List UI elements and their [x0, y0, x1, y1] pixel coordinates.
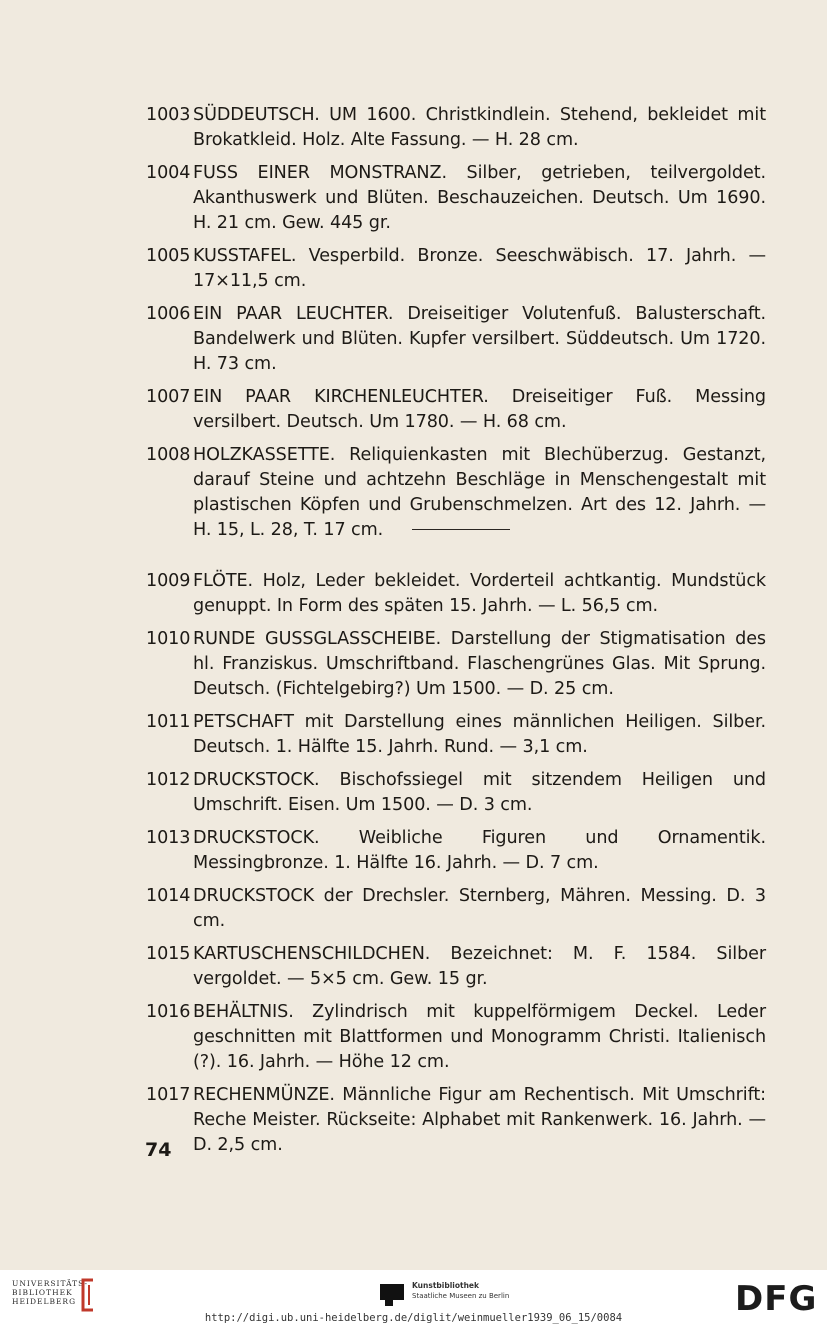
- entry-text: DRUCKSTOCK der Drechsler. Sternberg, Mähren. Messing. D. 3 cm.: [193, 886, 766, 931]
- catalog-entry: [146, 768, 766, 818]
- entry-text: KARTUSCHENSCHILDCHEN. Bezeichnet: M. F. 1584. Silber vergoldet. — 5×5 cm. Gew. 15 gr.: [193, 944, 766, 989]
- university-line-2: BIBLIOTHEK: [12, 1288, 73, 1297]
- entry-number: 1004: [146, 163, 191, 183]
- entry-number: 1011: [146, 712, 191, 732]
- catalog-entry: [146, 627, 766, 702]
- university-library-name: [12, 1279, 88, 1306]
- section-divider: [412, 529, 510, 530]
- catalog-entry: [146, 161, 766, 236]
- entry-text: DRUCKSTOCK. Bischofssiegel mit sitzendem Heiligen und Umschrift. Eisen. Um 1500. — D. 3 cm.: [193, 770, 766, 815]
- entry-number: 1012: [146, 770, 191, 790]
- entry-number: 1006: [146, 304, 191, 324]
- dfg-logo: DFG: [735, 1279, 818, 1319]
- catalog-entry: [146, 826, 766, 876]
- entry-number: 1013: [146, 828, 191, 848]
- page-number: 74: [145, 1139, 172, 1161]
- entry-text: PETSCHAFT mit Darstellung eines männlichen Heiligen. Silber. Deutsch. 1. Hälfte 15. Jahrh. Rund. — 3,1 cm.: [193, 712, 766, 757]
- entry-number: 1009: [146, 571, 191, 591]
- entry-number: 1007: [146, 387, 191, 407]
- kunstbibliothek-logo-icon: [380, 1284, 404, 1306]
- entry-text: FUSS EINER MONSTRANZ. Silber, getrieben, teilvergoldet. Akanthuswerk und Blüten. Beschauzeichen. Deutsch. Um 1690. H. 21 cm. Gew. 445 gr.: [193, 163, 766, 233]
- kunstbibliothek-subtitle: Staatliche Museen zu Berlin: [412, 1292, 510, 1300]
- catalog-entry: [146, 443, 766, 543]
- entry-text: RECHENMÜNZE. Männliche Figur am Rechentisch. Mit Umschrift: Reche Meister. Rückseite: Alphabet mit Rankenwerk. 16. Jahrh. — D. 2,5 cm.: [193, 1085, 766, 1155]
- entry-text: BEHÄLTNIS. Zylindrisch mit kuppelförmigem Deckel. Leder geschnitten mit Blattformen und Monogramm Christi. Italienisch (?). 16. Jahrh. — Höhe 12 cm.: [193, 1002, 766, 1072]
- catalog-entry: [146, 942, 766, 992]
- entry-text: HOLZKASSETTE. Reliquienkasten mit Blechüberzug. Gestanzt, darauf Steine und achtzehn Beschläge in Menschengestalt mit plastischen Köpfen und Grubenschmelzen. Art des 12. Jahrh. — H. 15, L. 28, T. 17 cm.: [193, 445, 766, 540]
- entry-text: KUSSTAFEL. Vesperbild. Bronze. Seeschwäbisch. 17. Jahrh. — 17×11,5 cm.: [193, 246, 766, 291]
- entry-number: 1015: [146, 944, 191, 964]
- entry-text: EIN PAAR KIRCHENLEUCHTER. Dreiseitiger Fuß. Messing versilbert. Deutsch. Um 1780. — H. 68 cm.: [193, 387, 766, 432]
- catalog-entry: [146, 385, 766, 435]
- catalog-entry: [146, 244, 766, 294]
- entry-number: 1014: [146, 886, 191, 906]
- entry-number: 1017: [146, 1085, 191, 1105]
- entry-number: 1003: [146, 105, 191, 125]
- catalog-entries: [146, 103, 766, 1166]
- university-logo-icon: [78, 1278, 100, 1312]
- catalog-entry: [146, 569, 766, 619]
- entry-number: 1005: [146, 246, 191, 266]
- entry-text: RUNDE GUSSGLASSCHEIBE. Darstellung der Stigmatisation des hl. Franziskus. Umschriftband. Flaschengrünes Glas. Mit Sprung. Deutsch. (Fichtelgebirg?) Um 1500. — D. 25 cm.: [193, 629, 766, 699]
- entry-text: FLÖTE. Holz, Leder bekleidet. Vorderteil achtkantig. Mundstück genuppt. In Form des späten 15. Jahrh. — L. 56,5 cm.: [193, 571, 766, 616]
- university-line-3: HEIDELBERG: [12, 1297, 77, 1306]
- kunstbibliothek-title: Kunstbibliothek: [412, 1281, 480, 1290]
- entry-number: 1008: [146, 445, 191, 465]
- catalog-entry: [146, 103, 766, 153]
- catalog-entry: [146, 710, 766, 760]
- entry-number: 1016: [146, 1002, 191, 1022]
- catalog-entry: [146, 884, 766, 934]
- entry-text: SÜDDEUTSCH. UM 1600. Christkindlein. Stehend, bekleidet mit Brokatkleid. Holz. Alte Fassung. — H. 28 cm.: [193, 105, 766, 150]
- university-line-1: UNIVERSITÄTS-: [12, 1279, 89, 1288]
- entry-text: DRUCKSTOCK. Weibliche Figuren und Ornamentik. Messingbronze. 1. Hälfte 16. Jahrh. — D. 7 cm.: [193, 828, 766, 873]
- source-url-link[interactable]: http://digi.ub.uni-heidelberg.de/diglit/weinmueller1939_06_15/0084: [204, 1312, 623, 1324]
- catalog-entry: [146, 1083, 766, 1158]
- catalog-entry: [146, 1000, 766, 1075]
- kunstbibliothek-label: [412, 1281, 509, 1301]
- catalog-entry: [146, 302, 766, 377]
- entry-number: 1010: [146, 629, 191, 649]
- entry-text: EIN PAAR LEUCHTER. Dreiseitiger Volutenfuß. Balusterschaft. Bandelwerk und Blüten. Kupfer versilbert. Süddeutsch. Um 1720. H. 73 cm.: [193, 304, 766, 374]
